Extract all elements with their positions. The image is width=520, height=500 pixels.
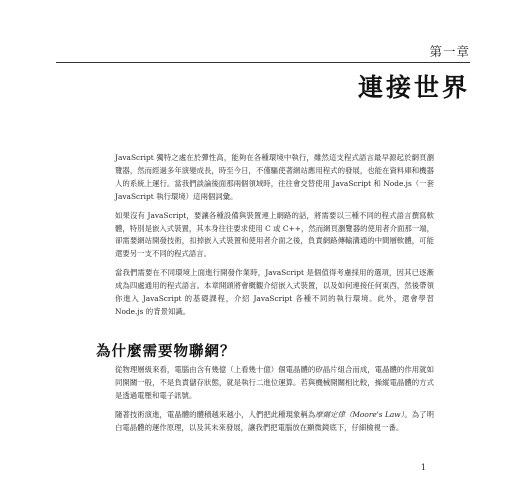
section-text: [115, 364, 434, 435]
chapter-label: 第一章: [429, 44, 470, 59]
intro-paragraph-3: 當我們需要在不同環境上面進行開發作業時，JavaScript 是個值得考慮採用的選項，因其已逐漸成為四處通用的程式語言。本章開頭將會概觀介紹嵌入式裝置，以及如何連接任何東西，然後帶領你進入 JavaScript 的基礎課程，介紹 JavaScript 各種不同的執行環境。此外，還會學習 Node.js 的背景知識。: [115, 268, 434, 316]
paragraph-text-end: 。為了明白電晶體的運作原理，以及其未來發展，讓我們把電腦放在顯微鏡底下，仔細檢視一番。: [115, 409, 434, 432]
chapter-divider: [56, 62, 470, 63]
section-heading: 為什麼需要物聯網？: [96, 344, 236, 360]
intro-paragraph-2: 如果沒有 JavaScript，要讓各種設備與裝置連上網路的話，將需要以三種不同的程式語言撰寫軟體，特別是嵌入式裝置，其本身往往要求使用 C 或 C++，然而網頁瀏覽器的使用者介面那一端，卻需要網站開發技術，扣掉嵌入式裝置和使用者介面之後，負責網路傳輸溝通的中間層軟體，可能還要另一支不同的程式語言。: [115, 210, 434, 259]
intro-paragraph-1: JavaScript 獨特之處在於彈性高，能夠在各種環境中執行，雖然這支程式語言最早源起於網頁瀏覽器，然而經過多年演變成長，時至今日，不僅驅使著網站應用程式的發展，也能在資料庫和機器人的系統上運行。當我們談論後面那兩個領域時，往往會交替使用 JavaScript 和 Node.js（一套 JavaScript 執行環境）這兩個詞彙。: [115, 153, 434, 201]
moores-law-term: 摩爾定律（Moore's Law）: [315, 409, 405, 419]
section-paragraph-1: 從物理層級來看，電腦由含有幾億（上看幾十億）個電晶體的矽晶片組合而成，電晶體的作用就如同開關一般，不是負責儲存狀態，就是執行二進位運算。若與機械開關相比較，操縱電晶體的方式是透過電壓和電子訊號。: [115, 365, 434, 400]
intro-text: [115, 152, 434, 319]
section-paragraph-2: [115, 409, 434, 435]
page-number: 1: [420, 463, 426, 472]
paragraph-text-start: 隨著技術演進，電晶體的體積越來越小，人們把此種現象稱為: [115, 409, 316, 419]
chapter-title: 連接世界: [357, 73, 470, 102]
